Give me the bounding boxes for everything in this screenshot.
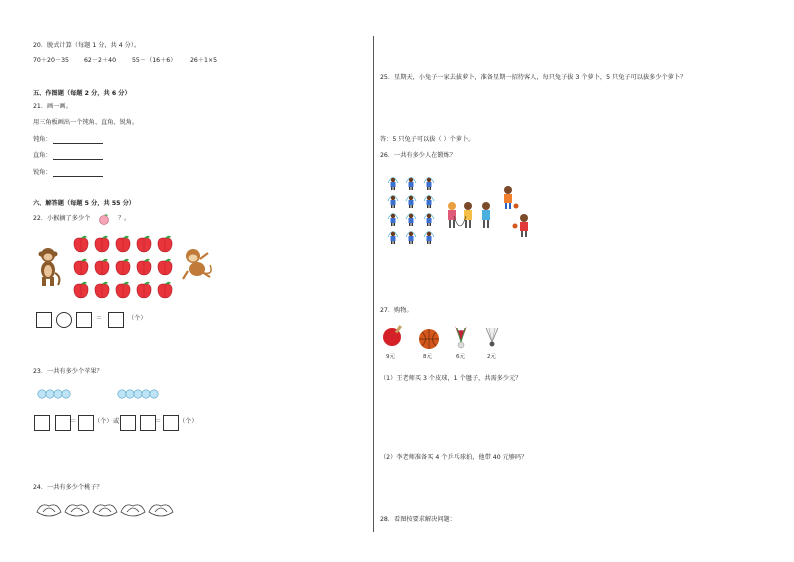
monkey-right-icon xyxy=(180,247,214,283)
basketball-icon xyxy=(418,328,440,350)
q20-title: 20．脱式计算（每题 1 分，共 4 分）。 xyxy=(33,42,141,49)
q23-title: 23．一共有多少个苹果？ xyxy=(33,368,103,375)
jump-rope-kid-icon xyxy=(423,176,435,190)
peach-icon xyxy=(72,281,90,299)
q25-answer: 答：5 只兔子可以拔（ ）个萝卜。 xyxy=(380,136,475,143)
peach-icon xyxy=(114,235,132,253)
peach-icon xyxy=(93,235,111,253)
jump-rope-kid-icon xyxy=(423,230,435,244)
q26-title: 26．一共有多少人在锻炼？ xyxy=(380,152,456,159)
q20-expr-1: 70＋20－35 xyxy=(33,57,69,64)
q23-box-3[interactable] xyxy=(78,415,94,431)
jump-rope-kid-icon xyxy=(405,194,417,208)
jump-rope-kid-icon xyxy=(387,176,399,190)
jump-rope-kid-icon xyxy=(405,212,417,226)
q23-equals-1: ＝ xyxy=(70,418,77,425)
q23-equals-2: ＝ xyxy=(155,418,162,425)
acute-angle-blank[interactable] xyxy=(53,176,103,177)
q20-expr-2: 62－2＋40 xyxy=(84,57,117,64)
jump-rope-kid-icon xyxy=(423,212,435,226)
peaches-outline-icon xyxy=(35,500,175,518)
shuttlecock-feather-icon xyxy=(452,326,470,354)
jump-rope-kid-icon xyxy=(387,230,399,244)
peach-icon xyxy=(72,258,90,276)
apples-group-2-icon xyxy=(117,387,162,399)
obtuse-angle-label: 钝角： xyxy=(33,136,52,143)
q23-box-2[interactable] xyxy=(55,415,71,431)
jump-rope-kid-icon xyxy=(405,230,417,244)
jump-rope-kid-icon xyxy=(423,194,435,208)
peach-icon xyxy=(156,281,174,299)
apples-group-1-icon xyxy=(37,387,73,399)
q27-title: 27．购物。 xyxy=(380,307,413,314)
q22-unit: （个） xyxy=(128,315,147,322)
q21-instruction: 用三角板画出一个钝角、直角、锐角。 xyxy=(33,119,139,126)
peach-icon xyxy=(114,258,132,276)
q23-or: 或 xyxy=(113,418,120,425)
q22-answer-box[interactable] xyxy=(108,312,124,328)
peach-icon xyxy=(93,258,111,276)
monkey-left-icon xyxy=(34,247,62,287)
right-angle-label: 直角： xyxy=(33,152,52,159)
peach-icon xyxy=(98,213,110,225)
peach-icon xyxy=(135,235,153,253)
section-5-title: 五、作图题（每题 2 分，共 6 分） xyxy=(33,90,131,97)
peach-icon xyxy=(135,258,153,276)
paddle-icon xyxy=(382,325,404,351)
peach-icon xyxy=(114,281,132,299)
q23-box-6[interactable] xyxy=(163,415,179,431)
jump-rope-kid-icon xyxy=(387,212,399,226)
q22-equals: ＝ xyxy=(96,315,103,322)
q22-text-a: 22．小猴摘了多少个 xyxy=(33,215,91,222)
q23-unit-1: （个） xyxy=(94,418,113,425)
q22-operator-circle[interactable] xyxy=(56,312,72,328)
q27-sub2: （2）李老师准备买 4 个乒乓球拍，他带 40 元够吗？ xyxy=(380,454,528,461)
q22-box-2[interactable] xyxy=(76,312,92,328)
q24-title: 24．一共有多少个桃子？ xyxy=(33,484,103,491)
q28-title: 28．看图按要求解决问题： xyxy=(380,516,456,523)
q22-text-b: ？。 xyxy=(118,215,131,222)
q27-sub1: （1）王老师买 3 个皮球，1 个毽子，共需多少元？ xyxy=(380,375,522,382)
peach-icon xyxy=(156,235,174,253)
basketball-price: 8元 xyxy=(423,354,432,360)
column-divider xyxy=(373,36,374,532)
peach-icon xyxy=(72,235,90,253)
jump-rope-kid-icon xyxy=(387,194,399,208)
jump-rope-kid-icon xyxy=(405,176,417,190)
q20-expr-3: 55－（16＋6） xyxy=(132,57,177,64)
q23-unit-2: （个） xyxy=(179,418,198,425)
shuttlecock-icon xyxy=(484,328,500,352)
peach-icon xyxy=(156,258,174,276)
section-6-title: 六、解答题（每题 5 分，共 55 分） xyxy=(33,200,135,207)
peach-icon xyxy=(93,281,111,299)
exercising-kids-icon xyxy=(444,186,534,238)
q23-box-1[interactable] xyxy=(34,415,50,431)
badminton-price: 6元 xyxy=(456,354,465,360)
q22-box-1[interactable] xyxy=(36,312,52,328)
paddle-price: 9元 xyxy=(386,354,395,360)
q23-box-5[interactable] xyxy=(140,415,156,431)
obtuse-angle-blank[interactable] xyxy=(53,143,103,144)
right-angle-blank[interactable] xyxy=(53,159,103,160)
q21-title: 21．画一画。 xyxy=(33,103,72,110)
shuttlecock-price: 2元 xyxy=(487,354,496,360)
q23-box-4[interactable] xyxy=(120,415,136,431)
q25-text: 25．星期天，小兔子一家去拔萝卜，准备星期一招待客人，每只兔子拔 3 个萝卜，5 只兔子可以拔多少个萝卜？ xyxy=(380,74,687,81)
peach-icon xyxy=(135,281,153,299)
q20-expr-4: 26＋1×5 xyxy=(190,57,218,64)
acute-angle-label: 锐角： xyxy=(33,169,52,176)
